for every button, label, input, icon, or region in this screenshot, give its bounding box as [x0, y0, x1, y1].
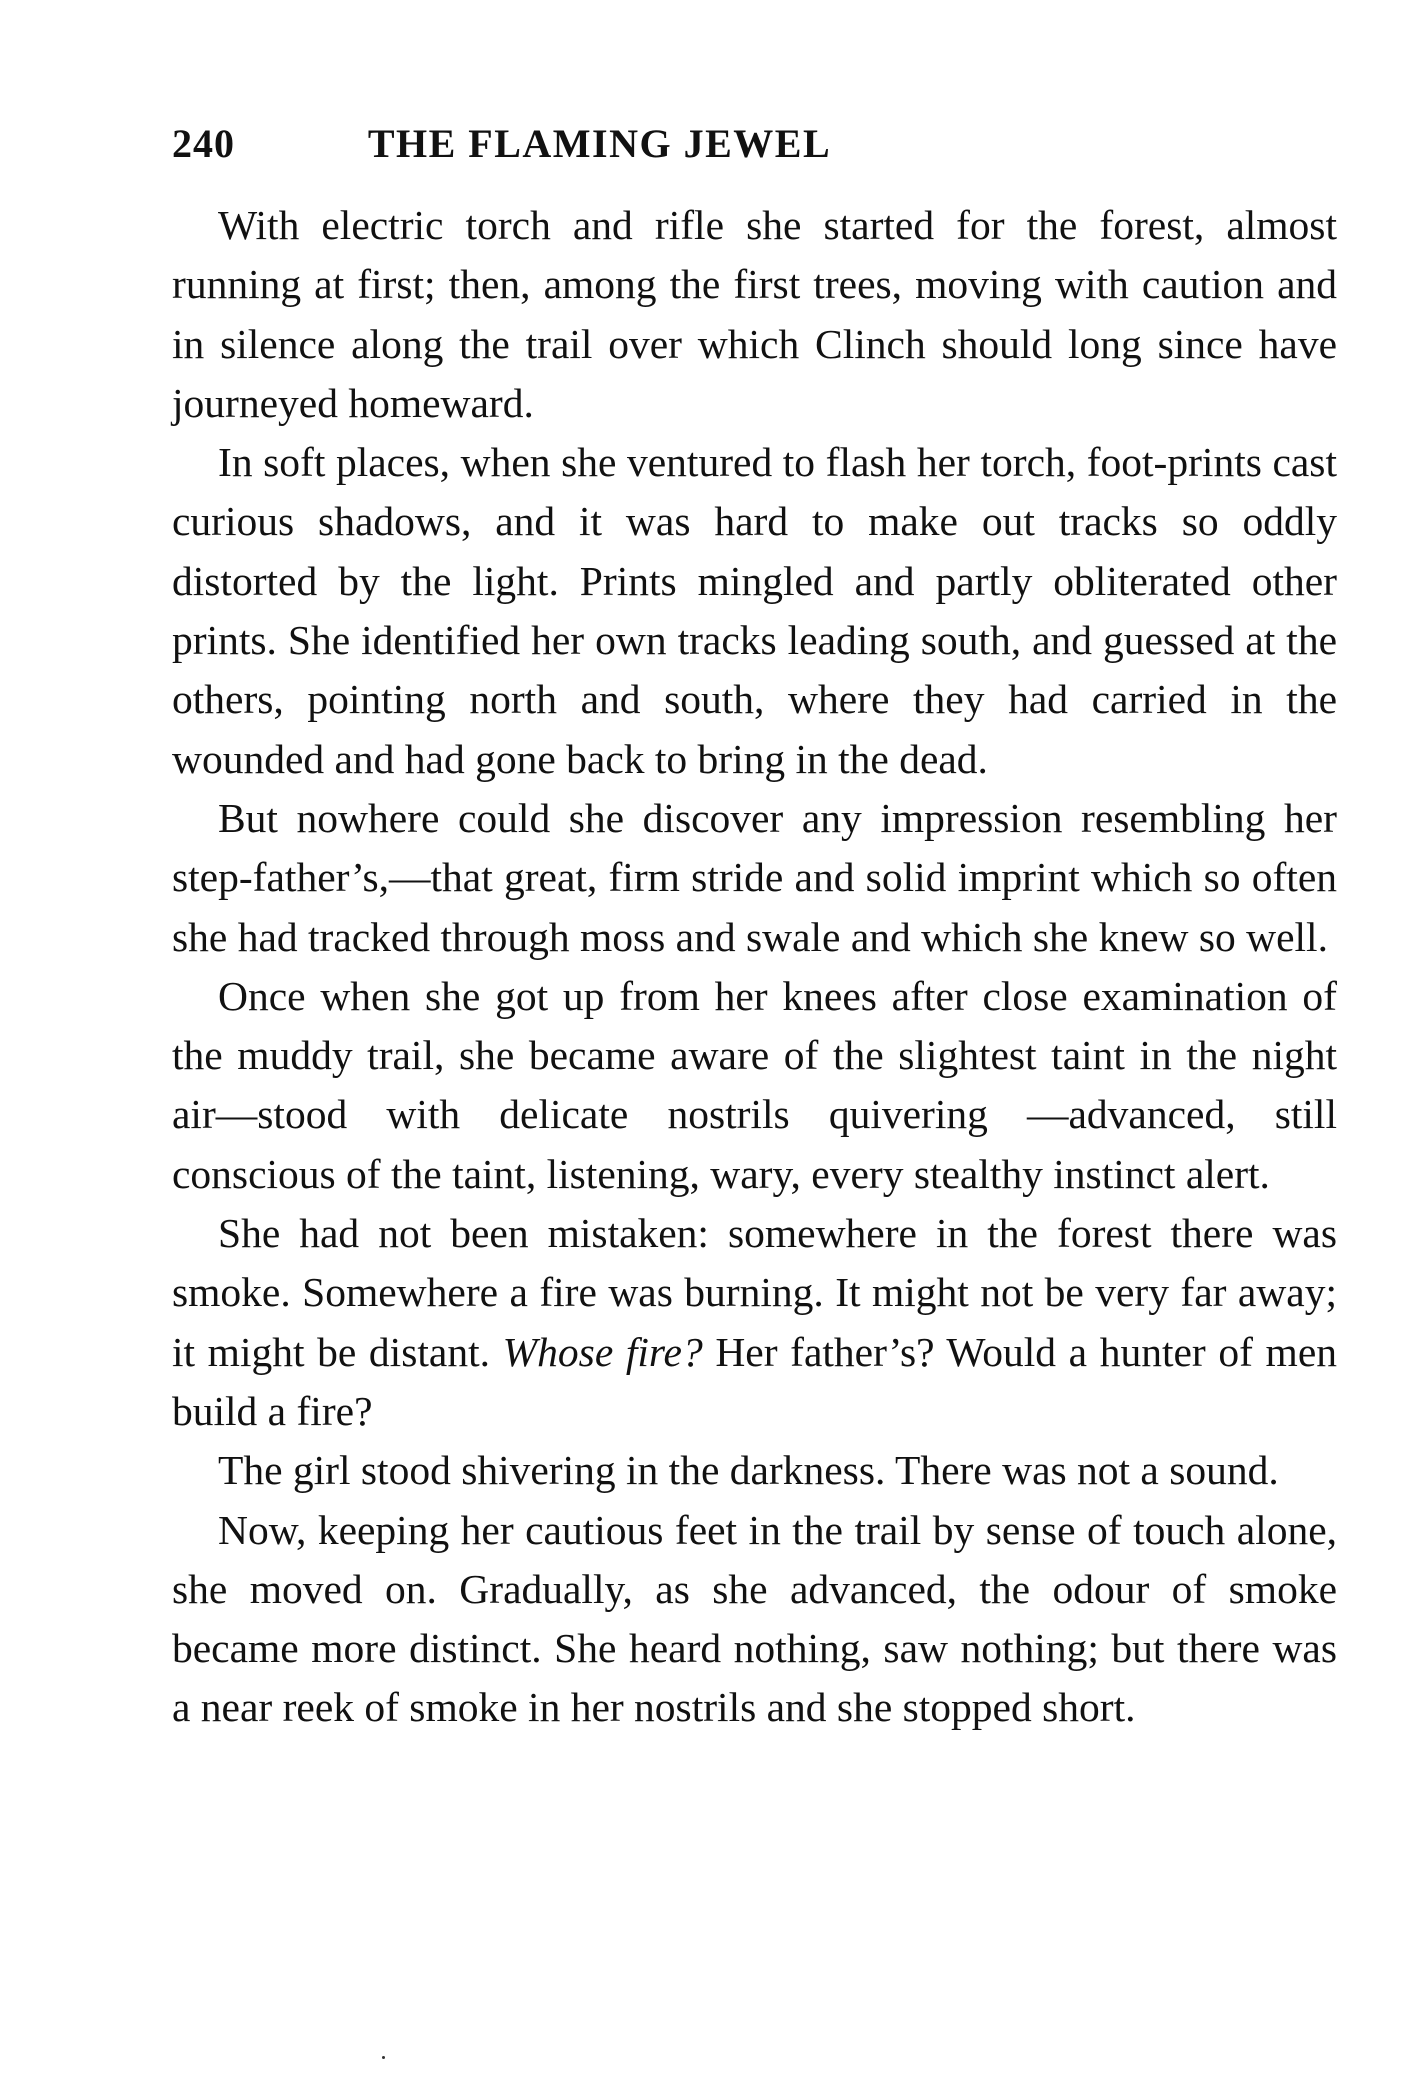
book-title: THE FLAMING JEWEL: [367, 121, 832, 166]
print-speck: [382, 2056, 385, 2059]
body-text: [172, 196, 1337, 1738]
paragraph-7: Now, keeping her cautious feet in the trail by sense of touch alone, she moved on. Gradually, as she advanced, the odour of smoke became more distinct. She heard nothing, saw nothing; but there was a near reek of smoke in her nostrils and she stopped short.: [172, 1506, 1337, 1731]
paragraph-6: The girl stood shivering in the darkness. There was not a sound.: [218, 1447, 1279, 1494]
italic-phrase: Whose fire?: [502, 1328, 703, 1375]
paragraph-3: But nowhere could she discover any impression resembling her step-father’s,—that great, firm stride and solid imprint which so often she had tracked through moss and swale and which she knew so well.: [172, 794, 1337, 960]
running-head: [172, 118, 1337, 170]
page-number: 240: [172, 121, 235, 166]
paragraph-4: Once when she got up from her knees after close examination of the muddy trail, she became aware of the slightest taint in the night air—stood with delicate nostrils quivering —advanced, still conscious of the taint, listening, wary, every stealthy instinct alert.: [172, 972, 1337, 1197]
paragraph-2: In soft places, when she ventured to flash her torch, foot-prints cast curious shadows, and it was hard to make out tracks so oddly distorted by the light. Prints mingled and partly obliterated other prints. She identified her own tracks leading south, and guessed at the others, pointing north and south, where they had carried in the wounded and had gone back to bring in the dead.: [172, 439, 1337, 782]
paragraph-5-before: She had not been mistaken: somewhere in the forest there was smoke. Somewhere a fire was burning. It might not be very far away; it might be distant.: [172, 1210, 1337, 1375]
paragraph-1: With electric torch and rifle she started for the forest, almost running at first; then, among the first trees, moving with caution and in silence along the trail over which Clinch should long since have journeyed homeward.: [172, 202, 1337, 426]
paragraph-5-after: Her father’s? Would a hunter of men build a fire?: [172, 1328, 1337, 1434]
paragraph-5: [172, 1204, 1337, 1441]
